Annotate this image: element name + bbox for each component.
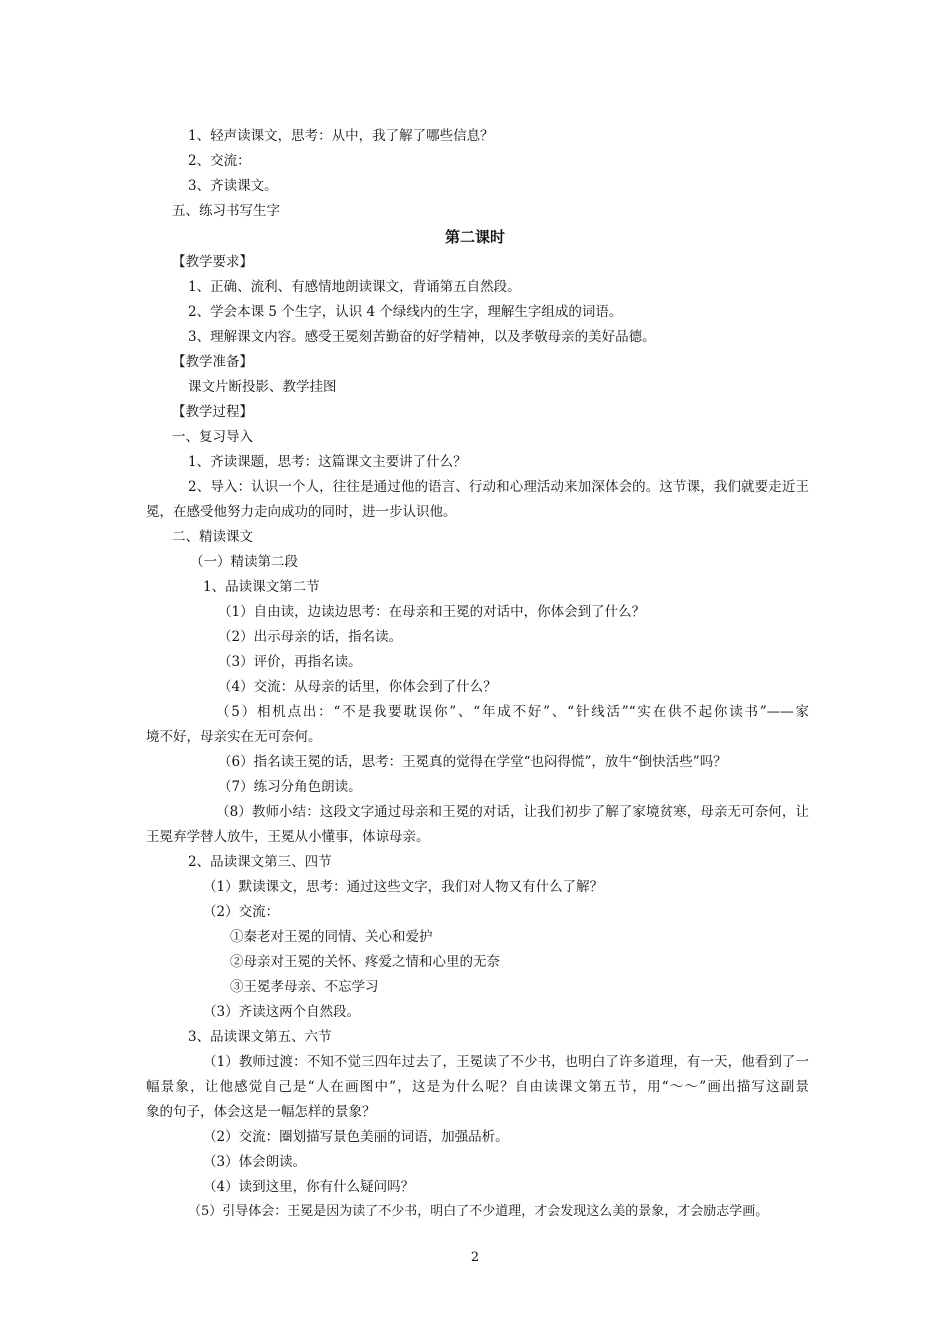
part-one-item-2-line-2: 冕，在感受他努力走向成功的同时，进一步认识他。 [146,504,457,520]
step-one-item-7: （7）练习分角色朗读。 [218,779,362,795]
step-one-item-2: （2）出示母亲的话，指名读。 [218,629,403,645]
step-one-item-4: （4）交流：从母亲的话里，你体会到了什么？ [218,679,497,695]
step-one-item-3: （3）评价，再指名读。 [218,654,362,670]
requirements-heading: 【教学要求】 [172,254,253,270]
step-two-item-3: （3）齐读这两个自然段。 [203,1004,361,1020]
step-one-item-8-line-1: （8）教师小结：这段文字通过母亲和王冕的对话，让我们初步了解了家境贫寒，母亲无可奈何，让 [216,804,809,820]
step-three-title: 3、品读课文第五、六节 [188,1029,332,1045]
preparation-heading: 【教学准备】 [172,354,253,370]
step-one-item-6: （6）指名读王冕的话，思考：王冕真的觉得在学堂“也闷得慌”，放牛“倒快活些”吗？ [218,754,727,770]
step-three-item-1-line-2: 幅景象，让他感觉自己是“人在画图中”，这是为什么呢？自由读课文第五节，用“～～”画出描写这副景 [146,1079,809,1095]
step-one-title: 1、品读课文第二节 [203,579,320,595]
top-item-1: 1、轻声读课文，思考：从中，我了解了哪些信息？ [188,128,494,144]
top-item-2: 2、交流： [188,153,251,169]
subsection-one-title: （一）精读第二段 [190,554,298,570]
step-two-item-1: （1）默读课文，思考：通过这些文字，我们对人物又有什么了解？ [203,879,604,895]
step-one-item-5-line-1: （5）相机点出：“不是我要耽误你”、“年成不好”、“针线活”“实在供不起你读书”——家 [216,704,809,720]
step-one-item-8-line-2: 王冕弃学替人放牛，王冕从小懂事，体谅母亲。 [146,829,430,845]
step-three-item-2: （2）交流：圈划描写景色美丽的词语，加强品析。 [203,1129,509,1145]
requirement-3: 3、理解课文内容。感受王冕刻苦勤奋的好学精神，以及孝敬母亲的美好品德。 [188,329,656,345]
step-two-title: 2、品读课文第三、四节 [188,854,332,870]
step-three-item-1-line-3: 象的句子，体会这是一幅怎样的景象？ [146,1104,376,1120]
step-one-item-1: （1）自由读，边读边思考：在母亲和王冕的对话中，你体会到了什么？ [218,604,646,620]
step-two-point-3: ③王冕孝母亲、不忘学习 [230,979,379,995]
part-one-item-2-line-1: 2、导入：认识一个人，往往是通过他的语言、行动和心理活动来加深体会的。这节课，我们就要走近王 [188,479,809,495]
page-number: 2 [470,1250,480,1265]
section-title: 第二课时 [444,228,505,246]
section-five-heading: 五、练习书写生字 [172,203,280,219]
step-three-item-4: （4）读到这里，你有什么疑问吗？ [203,1179,415,1195]
part-one-title: 一、复习导入 [172,429,253,445]
step-two-point-1: ①秦老对王冕的同情、关心和爱护 [230,929,433,945]
step-three-item-1-line-1: （1）教师过渡：不知不觉三四年过去了，王冕读了不少书，也明白了许多道理，有一天，他看到了一 [203,1054,809,1070]
step-one-item-5-line-2: 境不好，母亲实在无可奈何。 [146,729,322,745]
step-two-point-2: ②母亲对王冕的关怀、疼爱之情和心里的无奈 [230,954,500,970]
process-heading: 【教学过程】 [172,404,253,420]
part-one-item-1: 1、齐读课题，思考：这篇课文主要讲了什么？ [188,454,467,470]
top-item-3: 3、齐读课文。 [188,178,278,194]
step-two-item-2: （2）交流： [203,904,280,920]
part-two-title: 二、精读课文 [172,529,253,545]
step-three-item-5: （5）引导体会：王冕是因为读了不少书，明白了不少道理，才会发现这么美的景象，才会励志学画。 [188,1204,769,1219]
preparation-text: 课文片断投影、教学挂图 [188,379,337,395]
requirement-1: 1、正确、流利、有感情地朗读课文，背诵第五自然段。 [188,279,521,295]
step-three-item-3: （3）体会朗读。 [203,1154,307,1170]
requirement-2: 2、学会本课 5 个生字，认识 4 个绿线内的生字，理解生字组成的词语。 [188,304,623,320]
